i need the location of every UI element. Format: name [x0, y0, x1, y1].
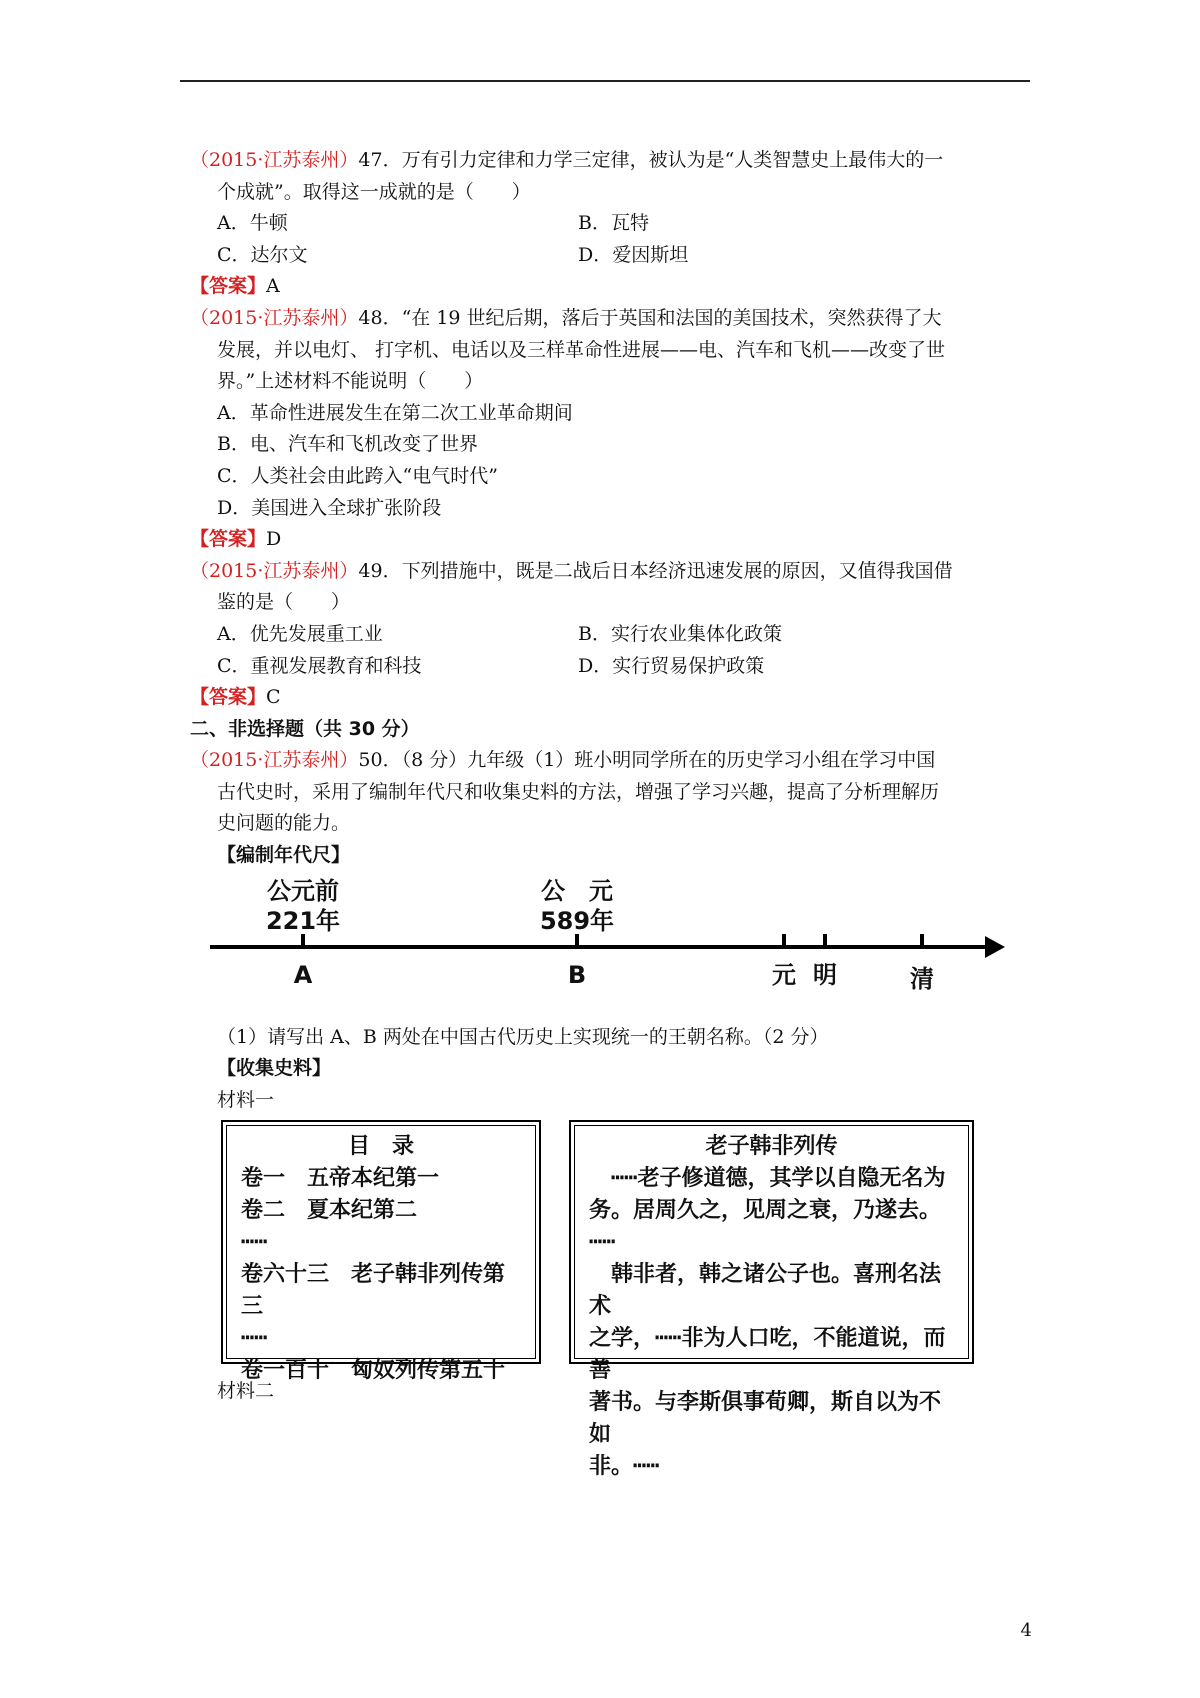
biography-line: 务。居周久之，见周之衰，乃遂去。┅┅ [589, 1198, 942, 1256]
label-yuan: 元 [772, 960, 796, 989]
timeline-arrowhead [985, 936, 1005, 958]
q50-text2: 古代史时，采用了编制年代尺和收集史料的方法，增强了学习兴趣，提高了分析理解历 [217, 780, 940, 803]
q48-option-c: C．人类社会由此跨入“电气时代” [217, 464, 498, 487]
q48-option-a: A．革命性进展发生在第二次工业革命期间 [217, 401, 573, 424]
header-rule [180, 80, 1030, 82]
q48-source: （2015·江苏泰州） [190, 306, 359, 329]
q49-answer-value: C [266, 686, 281, 709]
toc-box [221, 1120, 541, 1384]
q47-line1 [190, 145, 1035, 177]
toc-line: 卷一 五帝本纪第一 [241, 1166, 440, 1192]
q47-option-a: A．牛顿 [217, 212, 288, 235]
biography-title: 老子韩非列传 [705, 1134, 838, 1160]
label-ming: 明 [813, 960, 837, 989]
document-body [190, 145, 1035, 1480]
toc-line: ┅┅ [241, 1230, 268, 1256]
q50-text3: 史问题的能力。 [217, 812, 351, 835]
q47-answer-value: A [266, 275, 280, 298]
q47-source: （2015·江苏泰州） [190, 149, 359, 171]
q49-text2: 鉴的是（ ） [217, 591, 351, 614]
q47-answer-label: 【答案】 [190, 275, 267, 298]
q49-option-b: B．实行农业集体化政策 [578, 622, 782, 645]
q49-option-a: A．优先发展重工业 [217, 622, 383, 645]
q48-text2: 发展，并以电灯、 打字机、电话以及三样革命性进展——电、汽车和飞机——改变了世 [217, 338, 946, 361]
q49-options-row1 [190, 619, 1035, 651]
toc-line: 卷六十三 老子韩非列传第三 [241, 1262, 506, 1320]
label-b-year: 589年 [539, 906, 615, 935]
timeline-ruler [190, 872, 1035, 1022]
toc-line: 卷一百十 匈奴列传第五十 [241, 1358, 506, 1384]
q48-answer-label: 【答案】 [190, 528, 267, 551]
biography-line: ┅┅老子修道德，其学以自隐无名为 [589, 1166, 946, 1192]
q47-options-row1 [190, 208, 1035, 240]
biography-line: 韩非者，韩之诸公子也。喜刑名法术 [589, 1262, 942, 1320]
toc-line: ┅┅ [241, 1326, 268, 1352]
q49-option-d: D．实行贸易保护政策 [578, 654, 765, 677]
q48-answer-value: D [266, 528, 282, 551]
page-number: 4 [1020, 1620, 1032, 1641]
q49-answer-label: 【答案】 [190, 686, 267, 709]
biography-line: 著书。与李斯俱事荀卿，斯自以为不如 [589, 1390, 942, 1448]
biography-line: 之学，┅┅非为人口吃，不能道说，而善 [589, 1326, 946, 1384]
material2-label: 材料二 [217, 1380, 275, 1403]
biography-box-inner [574, 1125, 969, 1480]
q49-options-row2 [190, 651, 1035, 683]
q49-source: （2015·江苏泰州） [190, 559, 359, 582]
toc-title: 目 录 [347, 1134, 414, 1160]
q48-option-d: D．美国进入全球扩张阶段 [217, 496, 442, 519]
section-heading: 二、非选择题（共 30 分） [190, 717, 420, 740]
biography-line: 非。┅┅ [589, 1454, 660, 1480]
q47-options-row2 [190, 240, 1035, 272]
sources-heading: 【收集史料】 [217, 1057, 332, 1080]
q48-line1 [190, 303, 1035, 335]
label-a-year: 221年 [265, 906, 341, 935]
q48-text3: 界。”上述材料不能说明（ ） [217, 370, 484, 393]
q50-line1 [190, 745, 1035, 777]
material1-label: 材料一 [217, 1088, 275, 1111]
label-a-top: 公元前 [267, 876, 339, 905]
q50-text1: 50．（8 分）九年级（1）班小明同学所在的历史学习小组在学习中国 [358, 749, 936, 772]
label-a: A [293, 960, 313, 989]
q48-answer [190, 524, 1035, 556]
q47-text1: 47．万有引力定律和力学三定律，被认为是“人类智慧史上最伟大的一 [358, 149, 944, 171]
q50-source: （2015·江苏泰州） [190, 749, 359, 772]
q49-answer [190, 682, 1035, 714]
q47-option-b: B．瓦特 [578, 212, 649, 235]
q47-option-d: D．爱因斯坦 [578, 243, 689, 266]
timeline-heading: 【编制年代尺】 [217, 844, 351, 867]
q47-answer [190, 271, 1035, 303]
q50-sub1: （1）请写出 A、B 两处在中国古代历史上实现统一的王朝名称。（2 分） [217, 1025, 829, 1048]
biography-box [569, 1120, 974, 1480]
label-qing: 清 [910, 964, 934, 993]
toc-box-inner [226, 1125, 536, 1384]
q47-option-c: C．达尔文 [217, 243, 308, 266]
q47-text2: 个成就”。取得这一成就的是（ ） [217, 180, 531, 203]
label-b-top: 公 元 [541, 876, 613, 905]
label-b: B [567, 960, 587, 989]
q48-text1: 48．“在 19 世纪后期，落后于英国和法国的美国技术，突然获得了大 [358, 306, 942, 329]
q48-option-b: B．电、汽车和飞机改变了世界 [217, 433, 478, 456]
q49-option-c: C．重视发展教育和科技 [217, 654, 422, 677]
q49-line1 [190, 556, 1035, 588]
toc-line: 卷二 夏本纪第二 [241, 1198, 418, 1224]
q49-text1: 49．下列措施中，既是二战后日本经济迅速发展的原因，又值得我国借 [358, 559, 953, 582]
